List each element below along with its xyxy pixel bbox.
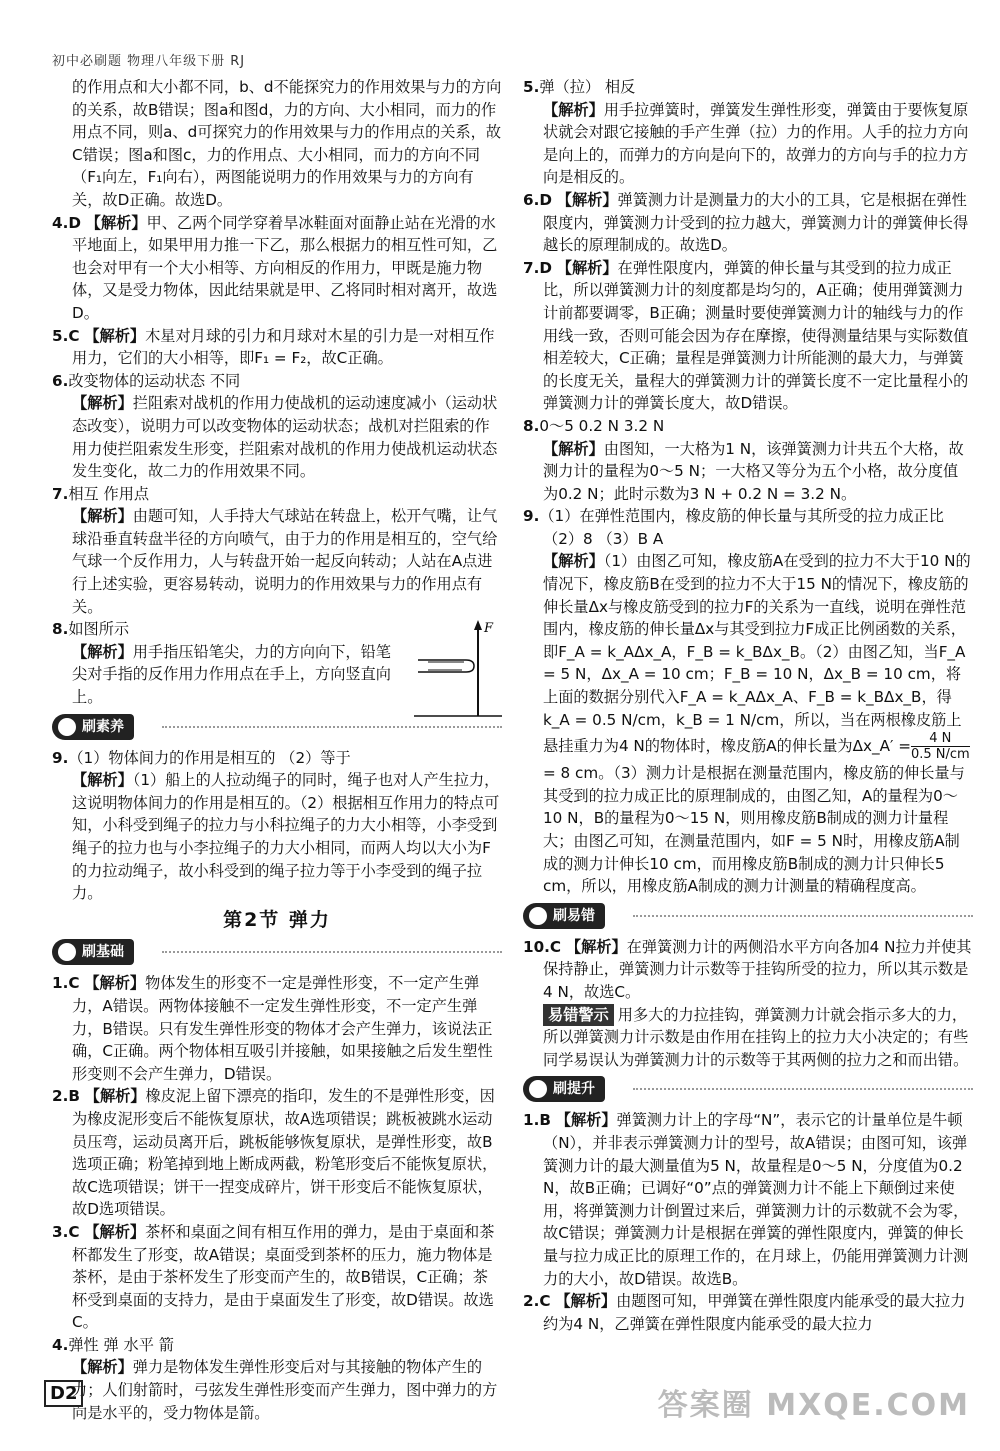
answer-value: 0～5 0.2 N 3.2 N — [539, 416, 665, 435]
section-title: 第2节 弹力 — [223, 908, 331, 931]
answer-text: （1）由图乙可知，橡皮筋A在受到的拉力不大于10 N的情况下，橡皮筋B在受到的拉力不大于15 N的情况下，橡皮筋的伸长量Δx与橡皮筋受到的拉力F的关系为一直线，说明在弹性范围内，橡皮筋的伸长量Δx与其受到拉力F成正比例函数的关系，即F_A = k_AΔx_A，F_B = k_BΔx_B。（2）由图乙知，当F_A = 5 N，Δx_A = 10 cm；F_B = 10 N，Δx_B = 10 cm，将上面的数据分别代入F_A = k_AΔx_A、F_B = k_BΔx_B，得k_A = 0.5 N/cm，k_B = 1 N/cm，所以，当在两根橡皮筋上悬挂重力为4 N的物体时，橡皮筋A的伸长量为Δx_A′ = — [543, 552, 971, 756]
basic-answer-1 — [52, 972, 502, 1085]
banner-divider — [162, 951, 502, 953]
answer-text: 甲、乙两个同学穿着旱冰鞋面对面静止站在光滑的水平地面上，如果甲用力推一下乙，那么根据力的相互性可知，乙也会对甲有一个大小相等、方向相反的作用力，甲既是施力物体，又是受力物体，因此结果就是甲、乙将同时相对离开，故选D。 — [72, 213, 498, 322]
answer-number: 10.C — [523, 937, 562, 956]
answer-6-analysis — [52, 392, 502, 482]
answer-value: 如图所示 — [68, 620, 130, 639]
answer-value: 弹性 弹 水平 箭 — [68, 1335, 174, 1354]
analysis-tag: 【解析】 — [72, 394, 133, 413]
answer-number: 8. — [523, 416, 540, 435]
basic-answer-6 — [523, 189, 973, 257]
analysis-tag: 【解析】 — [555, 1111, 617, 1130]
answer-text: 橡皮泥上留下漂亮的指印，发生的不是弹性形变，因为橡皮泥形变后不能恢复原状，故A选项错误；跳板被跳水运动员压弯，运动员离开后，跳板能够恢复原状，是弹性形变，故B选项正确；粉笔掉到地上断成两截，粉笔形变后不能恢复原状，故C选项错误；饼干一捏变成碎片，饼干形变后不能恢复原状，故D选项错误。 — [72, 1087, 498, 1219]
answer-text: （1）船上的人拉动绳子的同时，绳子也对人产生拉力，这说明物体间力的作用是相互的。（2）根据相互作用力的特点可知，小科受到绳子的拉力与小科拉绳子的力大小相等，小李受到绳子的拉力也与小李拉绳子的力大小相同，而两人均以大小为F的力拉动绳子，故小科受到的绳子拉力等于小李受到的绳子拉力。 — [72, 771, 500, 903]
answer-number: 9. — [523, 507, 540, 526]
banner-label: 刷基础 — [82, 944, 124, 961]
pencil-figure — [414, 618, 502, 718]
analysis-tag: 【解析】 — [84, 974, 146, 993]
analysis-tag: 【解析】 — [556, 258, 618, 277]
answer-4 — [52, 212, 502, 325]
answer-number: 7. — [52, 484, 69, 503]
analysis-tag: 【解析】 — [72, 642, 133, 661]
answer-text: 用手指压铅笔尖，力的方向向下，铅笔尖对手指的反作用力作用点在手上，方向竖直向上。 — [72, 642, 391, 707]
answer-text: 拦阻索对战机的作用力使战机的运动速度减小（运动状态改变），说明力可以改变物体的运动状态；战机对拦阻索的作用力使拦阻索发生形变，拦阻索对战机的作用力使战机运动状态发生变化，故二力的作用效果不同。 — [72, 394, 498, 481]
brush-icon — [529, 1080, 547, 1098]
brush-icon — [529, 907, 547, 925]
force-label: F — [484, 621, 494, 637]
banner-label: 刷素养 — [82, 718, 124, 735]
section-banner — [52, 712, 502, 742]
watermark-logo: 答案圈 MXQE.COM — [657, 1388, 970, 1423]
banner-label: 刷易错 — [553, 907, 595, 924]
banner-badge — [523, 903, 605, 929]
basic-answer-4 — [52, 1334, 502, 1357]
basic-answer-3 — [52, 1221, 502, 1334]
answer-text: 木星对月球的引力和月球对木星的引力是一对相互作用力，它们的大小相等，即F₁ = F₂，故C正确。 — [72, 326, 495, 368]
basic-answer-5-analysis — [523, 99, 973, 189]
answer-number: 1.C — [52, 974, 80, 993]
brush-icon — [58, 718, 76, 736]
analysis-tag: 【解析】 — [72, 771, 133, 790]
analysis-tag: 【解析】 — [72, 1358, 133, 1377]
answer-7 — [52, 483, 502, 506]
answer-number: 2.C — [523, 1292, 551, 1311]
warning-text: 用多大的力拉挂钩，弹簧测力计就会指示多大的力，所以弹簧测力计示数是由作用在挂钩上的拉力大小决定的；有些同学易误认为弹簧测力计的示数等于其两侧的拉力之和而出错。 — [543, 1005, 969, 1069]
advanced-answer-1 — [523, 1109, 973, 1290]
error-warning — [523, 1004, 973, 1072]
analysis-tag: 【解析】 — [543, 552, 604, 571]
answer-text: 茶杯和桌面之间有相互作用的弹力，是由于桌面和茶杯都发生了形变，故A错误；桌面受到茶杯的压力，施力物体是茶杯，是由于茶杯发生了形变而产生的，故B错误，C正确；茶杯受到桌面的支持力，是由于桌面发生了形变，故D错误。故选C。 — [72, 1222, 495, 1332]
answer-text: 由题可知，人手持大气球站在转盘上，松开气嘴，让气球沿垂直转盘半径的方向喷气，由于力的作用是相互的，空气给气球一个反作用力，人与转盘开始一起反向转动；人站在A点进行上述实验，更容易转动，说明力的作用效果与力的作用点有关。 — [72, 507, 498, 616]
banner-badge — [52, 714, 134, 740]
answer-text: 用手拉弹簧时，弹簧发生弹性形变，弹簧由于要恢复原状就会对跟它接触的手产生弹（拉）力的作用。人手的拉力方向是向上的，而弹力的方向是向下的，故弹力的方向与手的拉力方向是相反的。 — [543, 100, 969, 187]
basic-answer-9-analysis — [523, 550, 973, 897]
analysis-tag: 【解析】 — [85, 213, 147, 232]
answer-text: = 8 cm。（3）测力计是根据在测量范围内，橡皮筋的伸长量与其受到的拉力成正比的原理制成的，由图乙知，A的量程为0～10 N，B的量程为0～15 N，则用橡皮筋B制成的测力计量程大；由图乙可知，在测量范围内，如F = 5 N时，用橡皮筋A制成的测力计伸长10 cm，而用橡皮筋B制成的测力计只伸长5 cm，所以，用橡皮筋A制成的测力计测量的精确程度高。 — [543, 764, 965, 896]
answer-text: 由图知，一大格为1 N，该弹簧测力计共五个大格，故测力计的量程为0～5 N；一大格又等分为五个小格，故分度值为0.2 N；此时示数为3 N + 0.2 N = 3.2 N。 — [543, 439, 964, 503]
answer-number: 8. — [52, 620, 69, 639]
banner-divider — [633, 915, 973, 917]
answer-text: 弹簧测力计上的字母“N”，表示它的计量单位是牛顿（N），并非表示弹簧测力计的型号，故A错误；由图可知，该弹簧测力计的最大测量值为5 N，故量程是0～5 N，分度值为0.2 N，故B正确；已调好“0”点的弹簧测力计不能上下颠倒过来使用，将弹簧测力计倒置过来后，弹簧测力计的示数就不会为零，故C错误；弹簧测力计是根据在弹簧的弹性限度内，弹簧的伸长量与拉力成正比的原理工作的，在月球上，仍能用弹簧测力计测力的大小，故D错误。故选B。 — [543, 1111, 969, 1288]
fraction-numerator: 4 N — [911, 731, 970, 747]
answer-text: 物体发生的形变不一定是弹性形变，不一定产生弹力，A错误。两物体接触不一定发生弹性形变，不一定产生弹力，B错误。只有发生弹性形变的物体才会产生弹力，该说法正确，C正确。两个物体相互吸引并接触，如果接触之后发生塑性形变则不会产生弹力，D错误。 — [72, 974, 493, 1083]
answer-number: 4. — [52, 1335, 69, 1354]
basic-answer-2 — [52, 1085, 502, 1221]
advanced-answer-2 — [523, 1290, 973, 1335]
analysis-tag: 【解析】 — [543, 439, 604, 458]
section-banner — [52, 937, 502, 967]
analysis-tag: 【解析】 — [72, 507, 133, 526]
right-column — [523, 76, 973, 1335]
answer-text: 在弹簧测力计的两侧沿水平方向各加4 N拉力并使其保持静止，弹簧测力计示数等于挂钩所受的拉力，所以其示数是4 N，故选C。 — [543, 937, 972, 1001]
answer-number: 3.C — [52, 1222, 80, 1241]
answer-value: 相互 作用点 — [68, 484, 150, 503]
answer-value: 改变物体的运动状态 不同 — [68, 371, 241, 390]
answer-number: 4.D — [52, 213, 81, 232]
page-header: 初中必刷题 物理八年级下册 RJ — [52, 54, 246, 69]
answer-text: 由题图可知，甲弹簧在弹性限度内能承受的最大拉力约为4 N，乙弹簧在弹性限度内能承受的最大拉力 — [543, 1292, 966, 1333]
analysis-tag: 【解析】 — [556, 190, 618, 209]
answer-number: 6.D — [523, 190, 552, 209]
answer-text: 的作用点和大小都不同，b、d不能探究力的作用效果与力的方向的关系，故B错误；图a和图d，力的方向、大小相同，而力的作用点不同，则a、d可探究力的作用效果与力的作用点的关系，故C错误；图a和图c，力的作用点、大小相同，而力的方向不同（F₁向左，F₁向右），两图能说明力的作用效果与力的方向有关，故D正确。故选D。 — [72, 78, 502, 209]
answer-7-analysis — [52, 505, 502, 618]
analysis-tag: 【解析】 — [565, 937, 627, 956]
answer-value: （1）在弹性范围内，橡皮筋的伸长量与其所受的拉力成正比 （2）8 （3）B A — [539, 507, 944, 548]
answer-6 — [52, 370, 502, 393]
basic-answer-4-analysis — [52, 1356, 502, 1424]
analysis-tag: 【解析】 — [84, 1222, 146, 1241]
basic-answer-5 — [523, 76, 973, 99]
basic-answer-8 — [523, 415, 973, 438]
fraction-denominator: 0.5 N/cm — [910, 747, 970, 763]
section-banner — [523, 1074, 973, 1104]
banner-badge — [523, 1076, 605, 1102]
analysis-tag: 【解析】 — [84, 1087, 146, 1106]
banner-label: 刷提升 — [553, 1081, 595, 1098]
basic-answer-7 — [523, 257, 973, 415]
answer-value: 弹（拉） 相反 — [539, 78, 636, 96]
banner-divider — [162, 726, 502, 728]
answer-8-block — [52, 618, 502, 708]
warning-label: 易错警示 — [543, 1004, 614, 1027]
banner-badge — [52, 939, 134, 965]
page-number: D2 — [44, 1380, 83, 1407]
answer-9 — [52, 747, 502, 770]
answer-number: 5. — [523, 78, 540, 96]
basic-answer-9 — [523, 505, 973, 550]
error-answer-10 — [523, 936, 973, 1004]
section-banner — [523, 901, 973, 931]
answer-5 — [52, 325, 502, 370]
answer-9-analysis — [52, 769, 502, 905]
answer-text: 弹力是物体发生弹性形变后对与其接触的物体产生的力；人们射箭时，弓弦发生弹性形变而产生弹力，图中弹力的方向是水平的，受力物体是箭。 — [72, 1358, 498, 1422]
answer-text: 弹簧测力计是测量力的大小的工具，它是根据在弹性限度内，弹簧测力计受到的拉力越大，弹簧测力计的弹簧伸长得越长的原理制成的。故选D。 — [543, 190, 969, 255]
analysis-tag: 【解析】 — [543, 100, 604, 119]
answer-value: （1）物体间力的作用是相互的 （2）等于 — [68, 748, 351, 767]
answer-number: 9. — [52, 748, 69, 767]
banner-divider — [633, 1088, 973, 1090]
left-column — [52, 76, 502, 1424]
answer-number: 1.B — [523, 1111, 551, 1130]
answer-number: 7.D — [523, 258, 552, 277]
answer-number: 5.C — [52, 326, 80, 345]
answer-text: 在弹性限度内，弹簧的伸长量与其受到的拉力成正比，所以弹簧测力计的刻度都是均匀的，A正确；使用弹簧测力计前都要调零，B正确；测量时要使弹簧测力计的轴线与力的作用线一致，否则可能会因为存在摩擦，使得测量结果与实际数值相差较大，C正确；量程是弹簧测力计所能测的最大力，与弹簧的长度无关，量程大的弹簧测力计的弹簧长度不一定比量程小的弹簧测力计的弹簧长度大，故D错误。 — [543, 258, 969, 413]
basic-answer-8-analysis — [523, 438, 973, 506]
answer-number: 2.B — [52, 1087, 80, 1106]
analysis-tag: 【解析】 — [84, 326, 146, 345]
brush-icon — [58, 943, 76, 961]
answer-number: 6. — [52, 371, 69, 390]
fraction — [911, 731, 970, 762]
analysis-tag: 【解析】 — [555, 1292, 617, 1311]
